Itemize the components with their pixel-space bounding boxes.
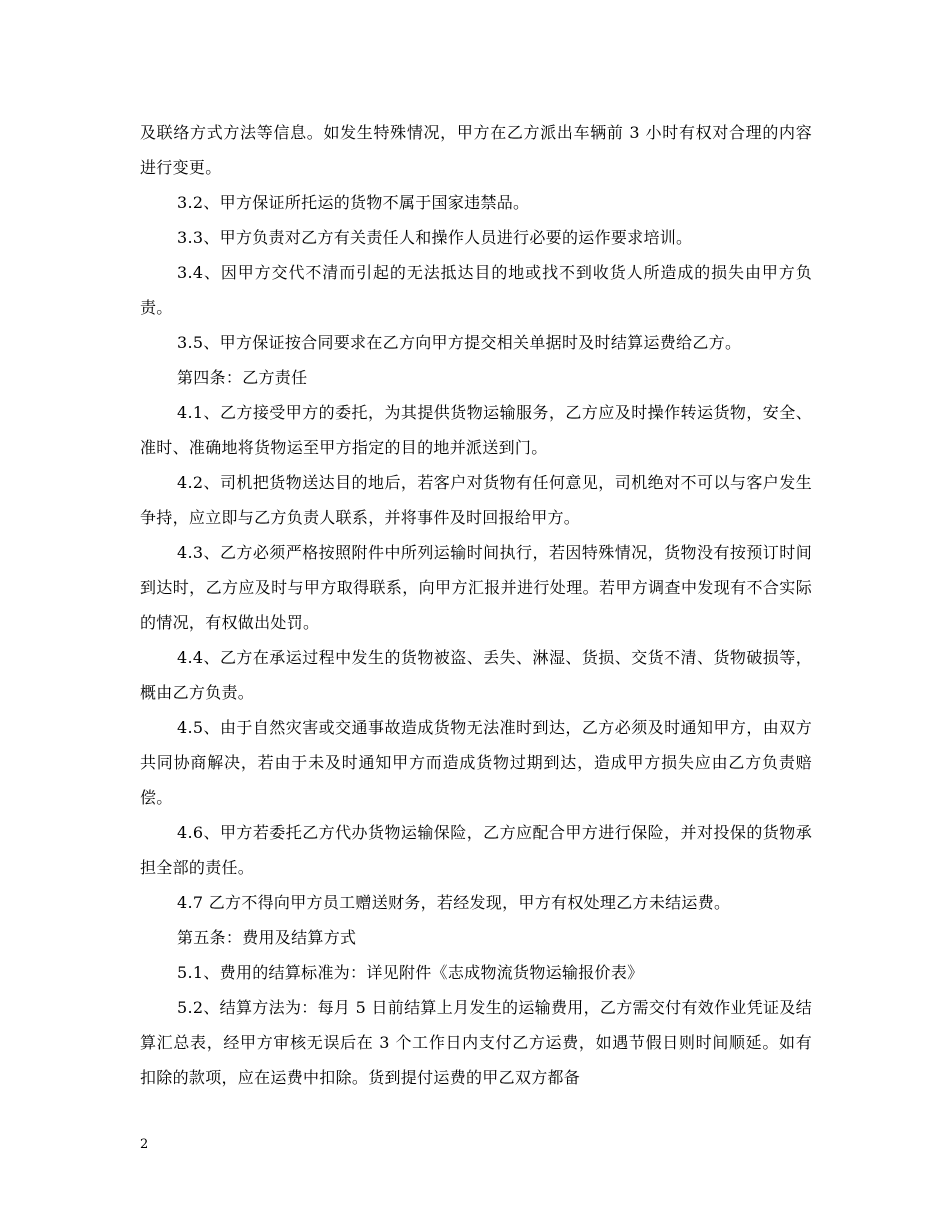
section-heading: 第五条：费用及结算方式 — [177, 928, 357, 947]
paragraph: 4.1、乙方接受甲方的委托，为其提供货物运输服务，乙方应及时操作转运货物，安全、准时、准确地将货物运至甲方指定的目的地并派送到门。 — [140, 403, 812, 457]
paragraph: 4.6、甲方若委托乙方代办货物运输保险，乙方应配合甲方进行保险，并对投保的货物承担全部的责任。 — [140, 823, 812, 877]
paragraph: 4.7 乙方不得向甲方员工赠送财务，若经发现，甲方有权处理乙方未结运费。 — [177, 893, 731, 912]
section-heading: 第四条：乙方责任 — [177, 368, 308, 387]
paragraph: 4.3、乙方必须严格按照附件中所列运输时间执行，若因特殊情况，货物没有按预订时间到达时，乙方应及时与甲方取得联系，向甲方汇报并进行处理。若甲方调查中发现有不合实际的情况，有权做出处罚。 — [140, 543, 812, 632]
paragraph: 5.1、费用的结算标准为：详见附件《志成物流货物运输报价表》 — [177, 963, 644, 982]
paragraph: 及联络方式方法等信息。如发生特殊情况，甲方在乙方派出车辆前 3 小时有权对合理的内容进行变更。 — [140, 123, 812, 177]
paragraph: 3.3、甲方负责对乙方有关责任人和操作人员进行必要的运作要求培训。 — [177, 228, 693, 247]
paragraph: 4.5、由于自然灾害或交通事故造成货物无法准时到达，乙方必须及时通知甲方，由双方共同协商解决，若由于未及时通知甲方而造成货物过期到达，造成甲方损失应由乙方负责赔偿。 — [140, 718, 812, 807]
paragraph: 3.5、甲方保证按合同要求在乙方向甲方提交相关单据时及时结算运费给乙方。 — [177, 333, 742, 352]
paragraph: 4.4、乙方在承运过程中发生的货物被盗、丢失、淋湿、货损、交货不清、货物破损等，概由乙方负责。 — [140, 648, 812, 702]
paragraph: 3.2、甲方保证所托运的货物不属于国家违禁品。 — [177, 193, 530, 212]
page-number: 2 — [140, 1137, 149, 1152]
paragraph: 4.2、司机把货物送达目的地后，若客户对货物有任何意见，司机绝对不可以与客户发生争持，应立即与乙方负责人联系，并将事件及时回报给甲方。 — [140, 473, 812, 527]
document-body — [140, 115, 812, 1095]
paragraph: 5.2、结算方法为：每月 5 日前结算上月发生的运输费用，乙方需交付有效作业凭证及结算汇总表，经甲方审核无误后在 3 个工作日内支付乙方运费，如遇节假日则时间顺延。如有扣除的款项，应在运费中扣除。货到提付运费的甲乙双方都备 — [140, 998, 812, 1087]
paragraph: 3.4、因甲方交代不清而引起的无法抵达目的地或找不到收货人所造成的损失由甲方负责。 — [140, 263, 812, 317]
